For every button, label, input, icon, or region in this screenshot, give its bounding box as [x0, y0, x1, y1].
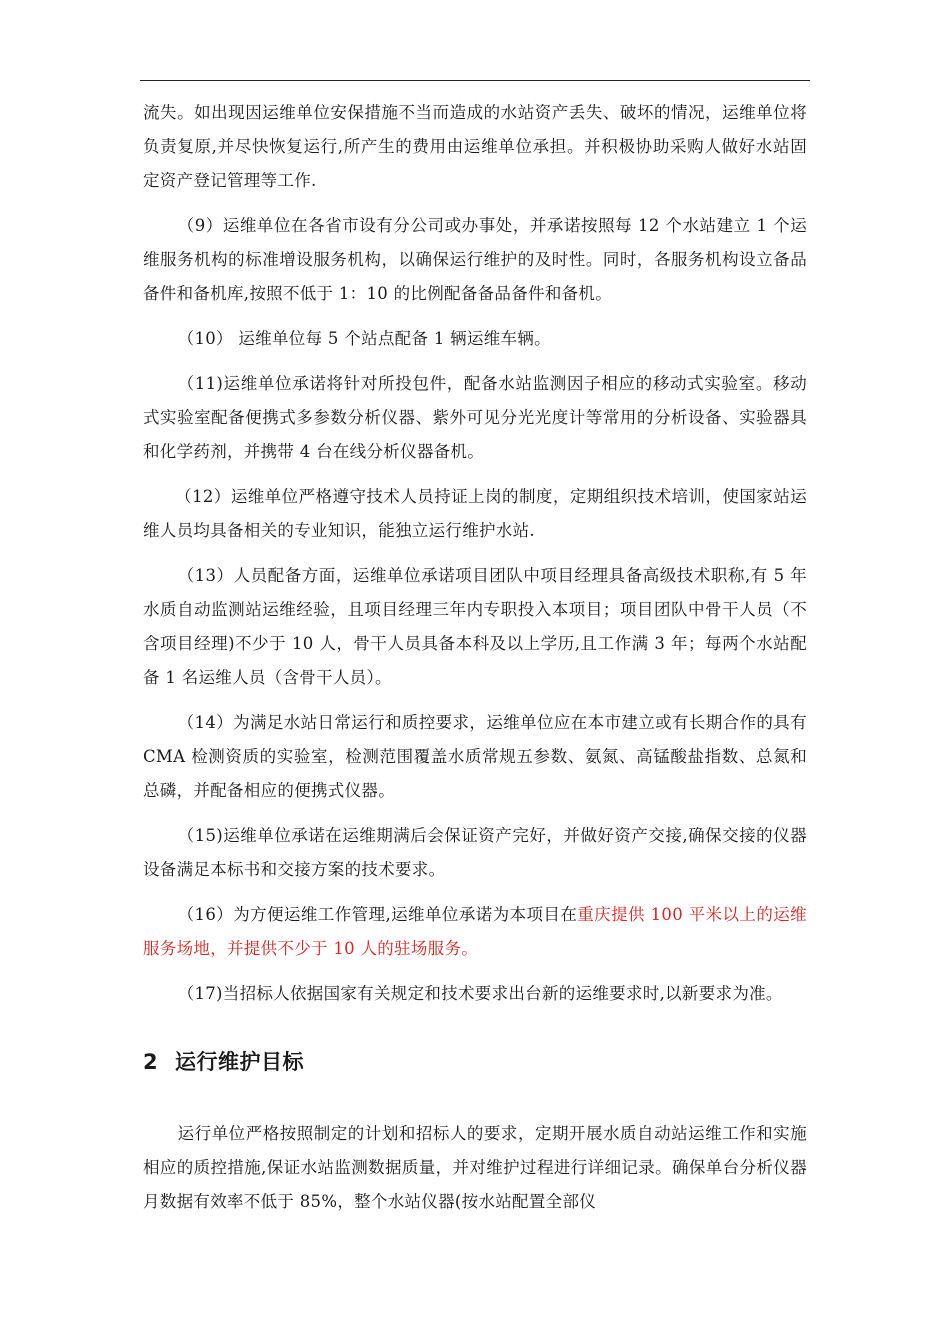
document-body — [143, 96, 807, 1230]
paragraph-item-10: （10） 运维单位每 5 个站点配备 1 辆运维车辆。 — [177, 329, 551, 348]
section-body-paragraph: 运行单位严格按照制定的计划和招标人的要求，定期开展水质自动站运维工作和实施相应的质控措施,保证水站监测数据质量，并对维护过程进行详细记录。确保单台分析仪器月数据有效率不低于 85%，整个水站仪器(按水站配置全部仪 — [143, 1124, 807, 1211]
paragraph-item-9: （9）运维单位在各省市设有分公司或办事处，并承诺按照每 12 个水站建立 1 个运维服务机构的标准增设服务机构，以确保运行维护的及时性。同时，各服务机构设立备品备件和备机库,按照不低于 1：10 的比例配备备品备件和备机。 — [143, 216, 807, 303]
paragraph-item-12: （12）运维单位严格遵守技术人员持证上岗的制度，定期组织技术培训，使国家站运维人员均具备相关的专业知识，能独立运行维护水站. — [143, 487, 807, 540]
paragraph-16-highlighted-text: 重庆提供 100 平米以上的运维服务场地，并提供不少于 10 人的驻场服务。 — [143, 905, 807, 958]
paragraph-continuation: 流失。如出现因运维单位安保措施不当而造成的水站资产丢失、破坏的情况，运维单位将负责复原,并尽快恢复运行,所产生的费用由运维单位承担。并积极协助采购人做好水站固定资产登记管理等工作. — [143, 103, 807, 190]
section-title: 运行维护目标 — [175, 1050, 304, 1074]
paragraph-item-15: （15)运维单位承诺在运维期满后会保证资产完好，并做好资产交接,确保交接的仪器设备满足本标书和交接方案的技术要求。 — [143, 826, 807, 879]
header-rule — [140, 80, 810, 81]
paragraph-item-13: （13）人员配备方面，运维单位承诺项目团队中项目经理具备高级技术职称,有 5 年水质自动监测站运维经验，且项目经理三年内专职投入本项目；项目团队中骨干人员（不含项目经理)不少于 10 人，骨干人员具备本科及以上学历,且工作满 3 年；每两个水站配备 1 名运维人员（含骨干人员）。 — [143, 566, 807, 687]
paragraph-16-normal-text: （16）为方便运维工作管理,运维单位承诺为本项目在 — [177, 905, 578, 924]
paragraph-item-11: （11)运维单位承诺将针对所投包件，配备水站监测因子相应的移动式实验室。移动式实验室配备便携式多参数分析仪器、紫外可见分光光度计等常用的分析设备、实验器具和化学药剂，并携带 4 台在线分析仪器备机。 — [143, 374, 807, 461]
section-heading — [143, 1045, 807, 1079]
section-number: 2 — [143, 1050, 159, 1074]
paragraph-item-16 — [143, 898, 807, 966]
paragraph-item-14: （14）为满足水站日常运行和质控要求，运维单位应在本市建立或有长期合作的具有 CMA 检测资质的实验室，检测范围覆盖水质常规五参数、氨氮、高锰酸盐指数、总氮和总磷，并配备相应的便携式仪器。 — [143, 713, 807, 800]
paragraph-item-17: （17)当招标人依据国家有关规定和技术要求出台新的运维要求时,以新要求为准。 — [177, 984, 783, 1003]
